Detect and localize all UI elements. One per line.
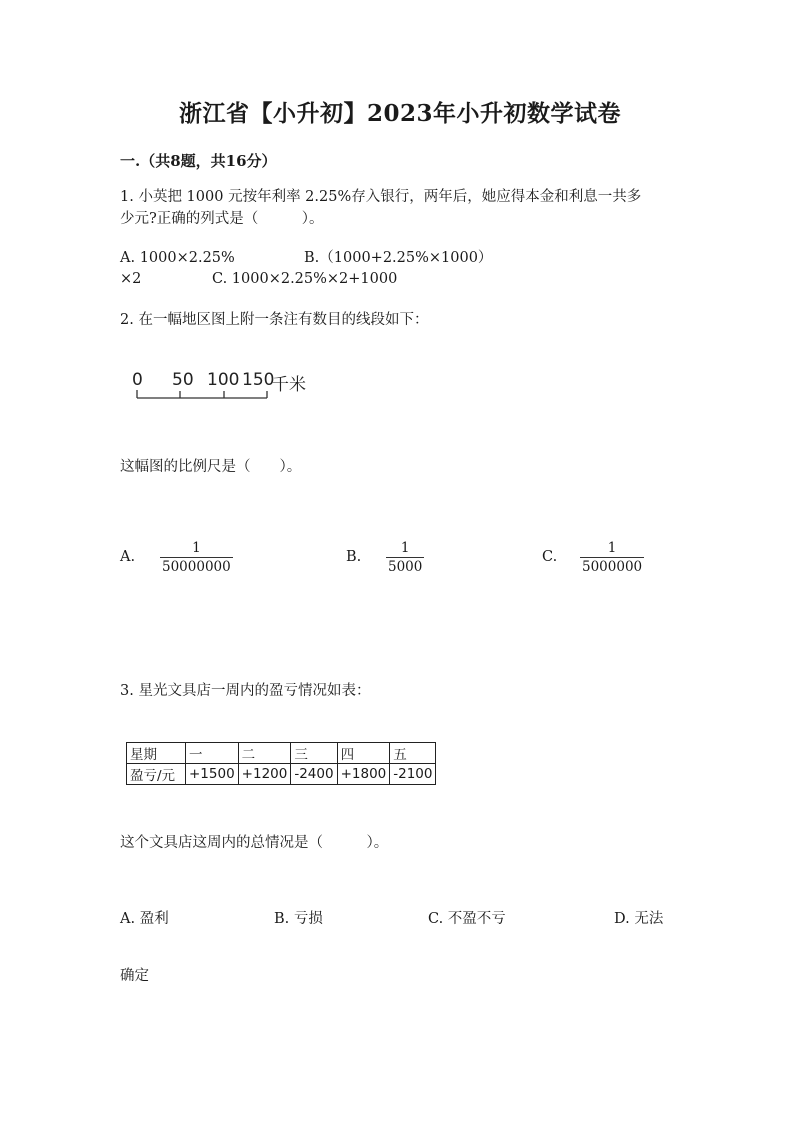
q1-option-c: C. 1000×2.25%×2+1000 — [212, 271, 398, 287]
q3-option-b: B. 亏损 — [274, 911, 323, 927]
q3-stem: 3. 星光文具店一周内的盈亏情况如表： — [120, 683, 371, 699]
q2-question: 这幅图的比例尺是（ ）。 — [120, 459, 302, 475]
section-heading: 一.（共8题，共16分） — [120, 152, 277, 170]
scale-label-0: 0 — [132, 370, 143, 390]
table-cell: 盈亏/元 — [127, 764, 186, 785]
q1-option-b-continued: ×2 — [120, 271, 142, 287]
scale-label-150: 150 — [242, 370, 275, 390]
q2-stem: 2. 在一幅地区图上附一条注有数目的线段如下： — [120, 312, 429, 328]
page-title: 浙江省【小升初】2023年小升初数学试卷 — [178, 100, 621, 127]
table-cell: -2400 — [291, 764, 337, 785]
table-header-cell: 星期 — [127, 743, 186, 764]
table-row — [127, 764, 436, 785]
scale-label-100: 100 — [207, 370, 240, 390]
table-header-cell: 二 — [238, 743, 291, 764]
scale-label-50: 50 — [172, 370, 194, 390]
table-cell: +1200 — [238, 764, 291, 785]
q1-option-b: B.（1000+2.25%×1000） — [304, 250, 493, 266]
fraction-denominator: 50000000 — [162, 559, 231, 575]
table-header-cell: 五 — [390, 743, 436, 764]
q2-option-c-fraction — [580, 540, 644, 575]
table-header-cell: 一 — [186, 743, 239, 764]
q2-option-b-fraction — [386, 540, 424, 575]
scale-bar-line — [130, 388, 280, 404]
q2-option-a-label: A. — [120, 549, 136, 565]
q3-question: 这个文具店这周内的总情况是（ ）。 — [120, 835, 389, 851]
scale-unit: 千米 — [272, 375, 306, 395]
fraction-numerator: 1 — [607, 540, 617, 556]
profit-loss-table — [126, 742, 436, 785]
fraction-denominator: 5000000 — [582, 559, 643, 575]
table-cell: +1500 — [186, 764, 239, 785]
table-header-cell: 三 — [291, 743, 337, 764]
table-header-row — [127, 743, 436, 764]
fraction-numerator: 1 — [400, 540, 410, 556]
q3-option-d: D. 无法 — [614, 911, 664, 927]
fraction-denominator: 5000 — [388, 559, 423, 575]
q3-option-d-continued: 确定 — [120, 968, 149, 984]
q3-option-c: C. 不盈不亏 — [428, 911, 506, 927]
table-cell: -2100 — [390, 764, 436, 785]
q3-option-a: A. 盈利 — [120, 911, 169, 927]
q1-option-a: A. 1000×2.25% — [120, 250, 235, 266]
table-cell: +1800 — [337, 764, 390, 785]
q2-option-c-label: C. — [542, 549, 558, 565]
fraction-numerator: 1 — [192, 540, 201, 556]
q2-option-a-fraction — [160, 540, 233, 575]
table-header-cell: 四 — [337, 743, 390, 764]
q1-stem-line1: 1. 小英把 1000 元按年利率 2.25%存入银行，两年后，她应得本金和利息一共多 — [120, 189, 642, 205]
q2-option-b-label: B. — [346, 549, 362, 565]
q1-stem-line2: 少元?正确的列式是（ ）。 — [120, 211, 324, 227]
